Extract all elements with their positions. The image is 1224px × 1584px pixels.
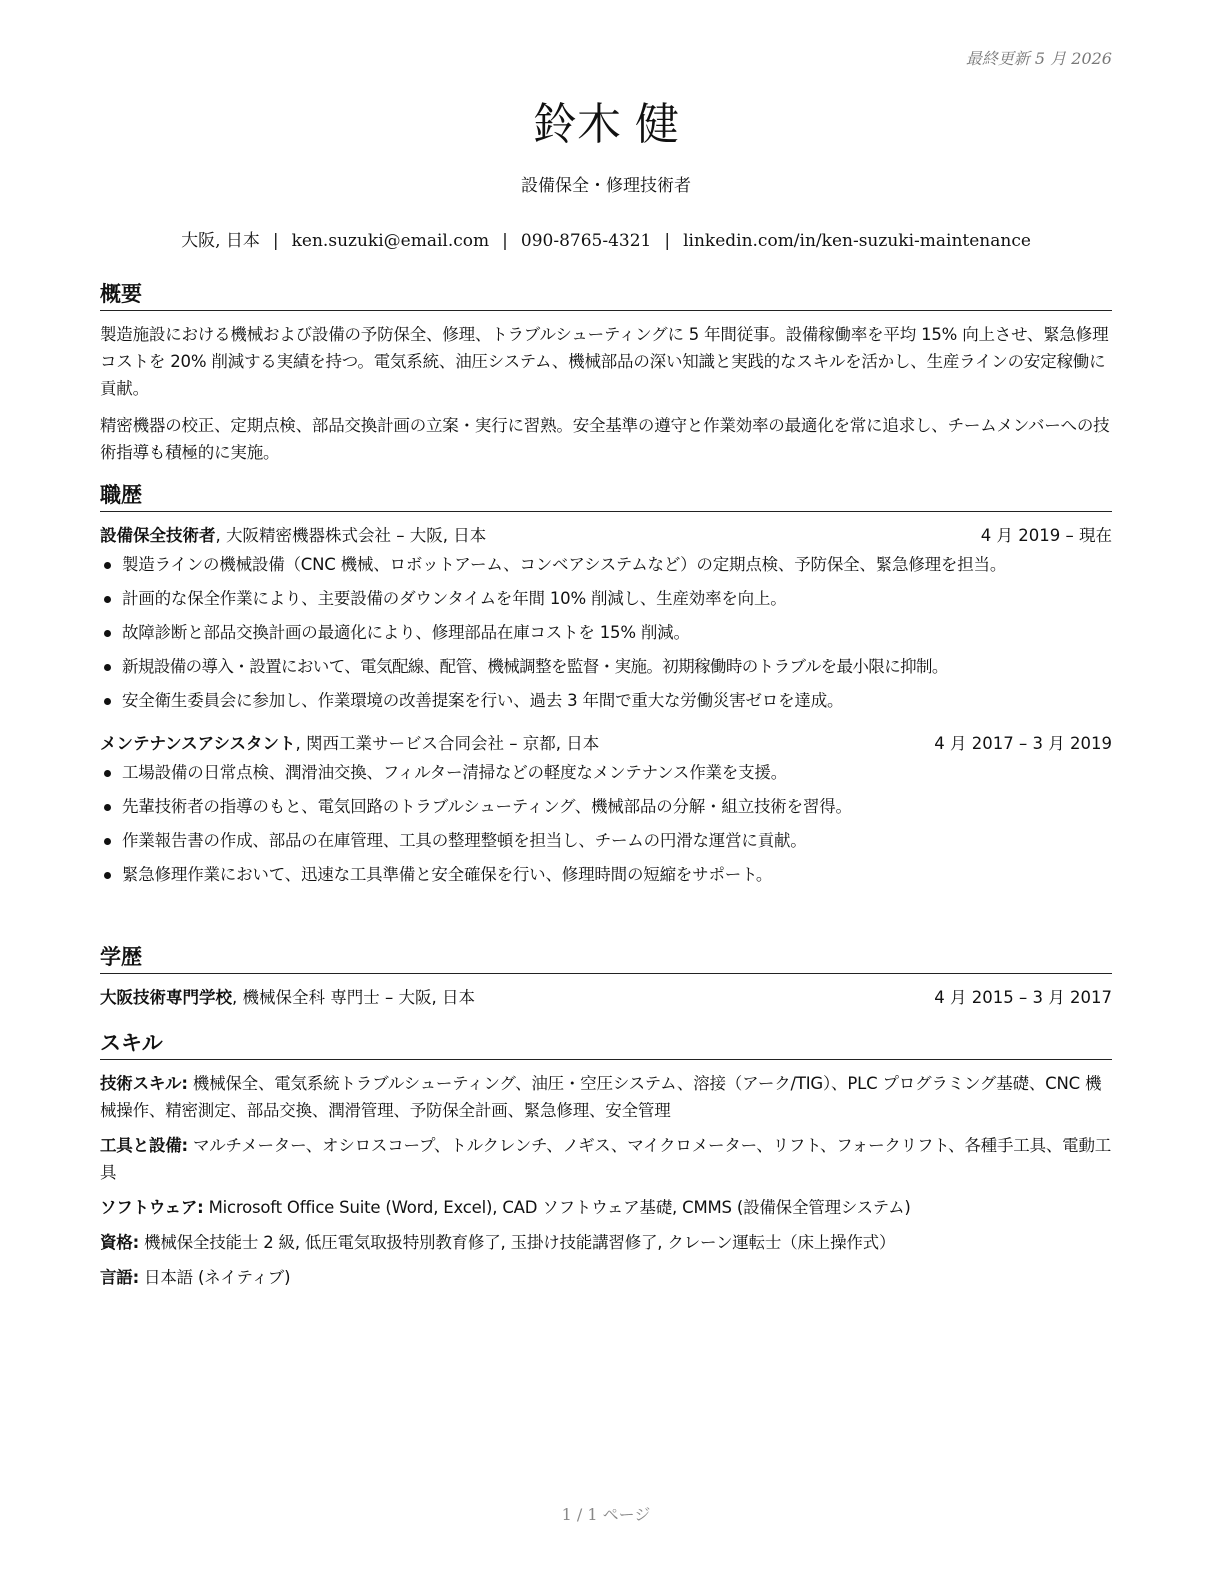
skills-section	[100, 1027, 1112, 1299]
summary-section	[100, 278, 1112, 476]
bullet-icon	[104, 804, 111, 811]
experience-section	[100, 479, 1112, 895]
summary-paragraph: 精密機器の校正、定期点検、部品交換計画の立案・実行に習熟。安全基準の遵守と作業効率の最適化を常に追求し、チームメンバーへの技術指導も積極的に実施。	[100, 416, 1110, 462]
list-item: 計画的な保全作業により、主要設備のダウンタイムを年間 10% 削減し、生産効率を向上。	[100, 585, 1112, 612]
job-company: , 関西工業サービス合同会社 – 京都, 日本	[295, 734, 600, 753]
bullet-icon	[104, 770, 111, 777]
bullet-icon	[104, 562, 111, 569]
section-heading: 学歴	[100, 941, 1112, 974]
list-item: 緊急修理作業において、迅速な工具準備と安全確保を行い、修理時間の短縮をサポート。	[100, 861, 1112, 888]
contact-location: 大阪, 日本	[181, 231, 260, 251]
job-title: 設備保全技術者	[100, 526, 216, 545]
section-heading: 概要	[100, 278, 1112, 311]
list-item: 先輩技術者の指導のもと、電気回路のトラブルシューティング、機械部品の分解・組立技術を習得。	[100, 793, 1112, 820]
candidate-name: 鈴木 健	[533, 99, 679, 150]
section-heading: 職歴	[100, 479, 1112, 512]
bullet-icon	[104, 838, 111, 845]
degree-detail: , 機械保全科 専門士 – 大阪, 日本	[232, 988, 475, 1007]
job-title: 設備保全・修理技術者	[521, 176, 691, 196]
skill-row: 工具と設備: マルチメーター、オシロスコープ、トルクレンチ、ノギス、マイクロメーター、リフト、フォークリフト、各種手工具、電動工具	[100, 1136, 1112, 1182]
list-item: 工場設備の日常点検、潤滑油交換、フィルター清掃などの軽度なメンテナンス作業を支援。	[100, 759, 1112, 786]
bullet-icon	[104, 872, 111, 879]
bullet-icon	[104, 630, 111, 637]
skill-row: 言語: 日本語 (ネイティブ)	[100, 1268, 291, 1287]
resume-page	[100, 0, 1112, 1584]
job-company: , 大阪精密機器株式会社 – 大阪, 日本	[215, 526, 487, 545]
list-item: 故障診断と部品交換計画の最適化により、修理部品在庫コストを 15% 削減。	[100, 619, 1112, 646]
job-header	[100, 522, 1112, 549]
summary-paragraph: 製造施設における機械および設備の予防保全、修理、トラブルシューティングに 5 年間従事。設備稼働率を平均 15% 向上させ、緊急修理コストを 20% 削減する実績を持つ。電気系統、油圧システム、機械部品の深い知識と実践的なスキルを活かし、生産ラインの安定稼働に貢献。	[100, 325, 1109, 398]
list-item: 安全衛生委員会に参加し、作業環境の改善提案を行い、過去 3 年間で重大な労働災害ゼロを達成。	[100, 687, 1112, 714]
contact-separator: |	[272, 231, 279, 251]
skill-row: 資格: 機械保全技能士 2 級, 低圧電気取扱特別教育修了, 玉掛け技能講習修了, クレーン運転士（床上操作式）	[100, 1233, 896, 1252]
section-heading: スキル	[100, 1027, 1112, 1060]
job-bullets	[100, 759, 1112, 888]
education-dates: 4 月 2015 – 3 月 2017	[934, 988, 1112, 1007]
contact-phone: 090-8765-4321	[520, 231, 652, 251]
education-entry	[100, 984, 1112, 1011]
job-header	[100, 730, 1112, 757]
job-entry	[100, 730, 1112, 888]
job-dates: 4 月 2019 – 現在	[980, 526, 1112, 545]
list-item: 新規設備の導入・設置において、電気配線、配管、機械調整を監督・実施。初期稼働時のトラブルを最小限に抑制。	[100, 653, 1112, 680]
job-dates: 4 月 2017 – 3 月 2019	[934, 734, 1112, 753]
contact-separator: |	[664, 231, 671, 251]
bullet-icon	[104, 664, 111, 671]
education-section	[100, 941, 1112, 1011]
job-title: メンテナンスアシスタント	[100, 734, 296, 753]
job-bullets	[100, 551, 1112, 714]
contact-linkedin[interactable]: linkedin.com/in/ken-suzuki-maintenance	[683, 231, 1031, 251]
job-entry	[100, 522, 1112, 714]
school-name: 大阪技術専門学校	[100, 988, 232, 1007]
page-number: 1 / 1 ページ	[561, 1505, 651, 1524]
list-item: 作業報告書の作成、部品の在庫管理、工具の整理整頓を担当し、チームの円滑な運営に貢献。	[100, 827, 1112, 854]
bullet-icon	[104, 698, 111, 705]
list-item: 製造ラインの機械設備（CNC 機械、ロボットアーム、コンベアシステムなど）の定期点検、予防保全、緊急修理を担当。	[100, 551, 1112, 578]
skill-row: 技術スキル: 機械保全、電気系統トラブルシューティング、油圧・空圧システム、溶接（アーク/TIG）、PLC プログラミング基礎、CNC 機械操作、精密測定、部品交換、潤滑管理、予防保全計画、緊急修理、安全管理	[100, 1074, 1102, 1120]
contact-email[interactable]: ken.suzuki@email.com	[291, 231, 490, 251]
last-updated: 最終更新 5 月 2026	[965, 49, 1112, 68]
contact-line	[100, 226, 1112, 251]
skill-row: ソフトウェア: Microsoft Office Suite (Word, Excel), CAD ソフトウェア基礎, CMMS (設備保全管理システム)	[100, 1198, 911, 1217]
bullet-icon	[104, 596, 111, 603]
contact-separator: |	[502, 231, 508, 251]
